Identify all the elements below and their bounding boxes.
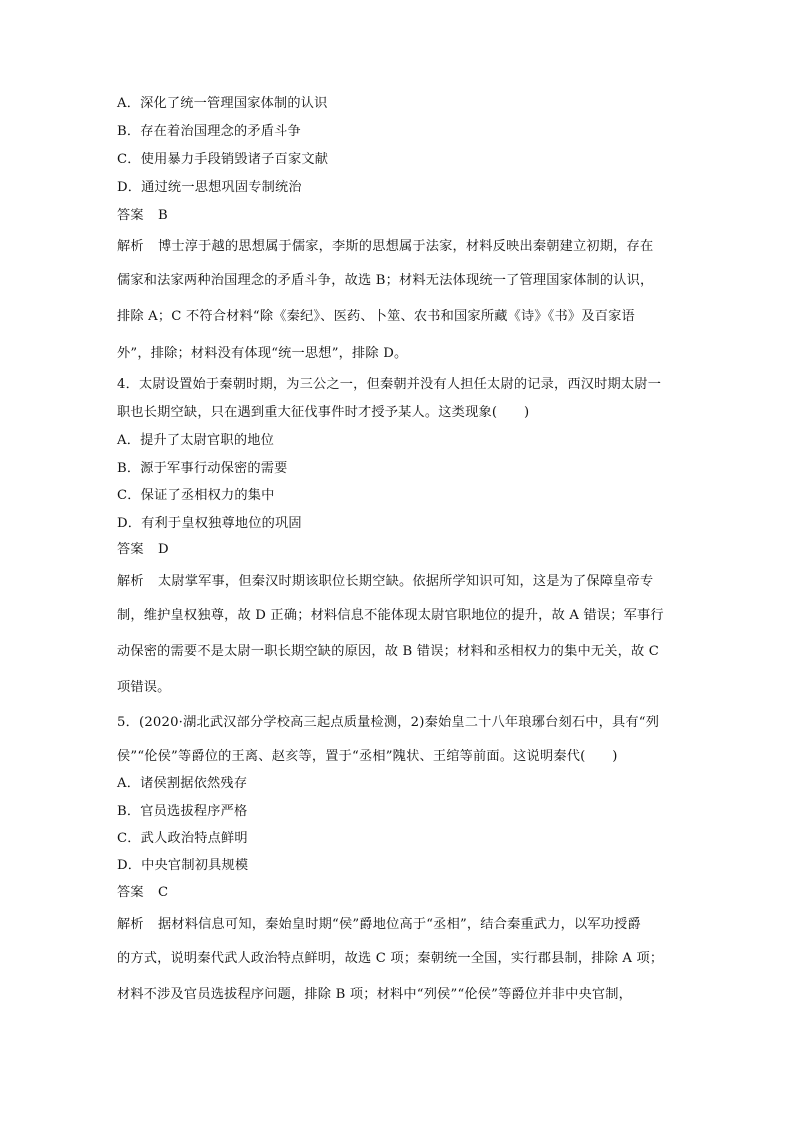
question-stem-line: 职也长期空缺，只在遇到重大征伐事件时才授予某人。这类现象( )	[117, 405, 530, 420]
analysis-text-line: 制，维护皇权独尊，故 D 正确；材料信息不能体现太尉官职地位的提升，故 A 错误；军事行	[117, 608, 664, 623]
option-c: C．使用暴力手段销毁诸子百家文献	[117, 152, 329, 167]
answer-row	[117, 207, 687, 225]
analysis-text-line: 动保密的需要不是太尉一职长期空缺的原因，故 B 错误；材料和丞相权力的集中无关，故 C	[117, 644, 660, 659]
analysis-label: 解析	[117, 574, 144, 589]
answer-value: D	[158, 542, 169, 557]
option-a: A．诸侯割据依然残存	[117, 776, 248, 791]
question-stem-line: 5．(2020·湖北武汉部分学校高三起点质量检测，2)秦始皇二十八年琅琊台刻石中，具有“列	[117, 715, 660, 730]
analysis-text-line: 太尉掌军事，但秦汉时期该职位长期空缺。依据所学知识可知，这是为了保障皇帝专	[158, 574, 654, 589]
question-stem-line: 侯”“伦侯”等爵位的王离、赵亥等，置于“丞相”隗状、王绾等前面。这说明秦代( )	[117, 749, 618, 764]
analysis-row	[117, 238, 687, 256]
option-a: A．深化了统一管理国家体制的认识	[117, 96, 328, 111]
answer-value: C	[158, 885, 169, 900]
analysis-row	[117, 916, 687, 934]
option-b: B．存在着治国理念的矛盾斗争	[117, 124, 301, 139]
answer-row	[117, 884, 687, 902]
analysis-text-line: 项错误。	[117, 680, 171, 695]
option-c: C．保证了丞相权力的集中	[117, 488, 275, 503]
analysis-text-line: 儒家和法家两种治国理念的矛盾斗争，故选 B；材料无法体现统一了管理国家体制的认识，	[117, 273, 654, 288]
question-stem-line: 4．太尉设置始于秦朝时期，为三公之一，但秦朝并没有人担任太尉的记录，西汉时期太尉一	[117, 377, 662, 392]
option-c: C．武人政治特点鲜明	[117, 831, 248, 846]
option-d: D．有利于皇权独尊地位的巩固	[117, 516, 302, 531]
option-d: D．中央官制初具规模	[117, 858, 249, 873]
analysis-text-line: 据材料信息可知，秦始皇时期“侯”爵地位高于“丞相”，结合秦重武力，以军功授爵	[158, 917, 641, 932]
option-d: D．通过统一思想巩固专制统治	[117, 180, 302, 195]
analysis-text-line: 排除 A；C 不符合材料“除《秦纪》、医药、卜筮、农书和国家所藏《诗》《书》及百家语	[117, 309, 635, 324]
answer-row	[117, 541, 687, 559]
answer-value: B	[158, 208, 168, 223]
analysis-label: 解析	[117, 917, 144, 932]
option-b: B．官员选拔程序严格	[117, 804, 248, 819]
analysis-label: 解析	[117, 239, 144, 254]
analysis-row	[117, 573, 687, 591]
analysis-text-line: 的方式，说明秦代武人政治特点鲜明，故选 C 项；秦朝统一全国，实行郡县制，排除 A 项；	[117, 951, 664, 966]
analysis-text-line: 外”，排除；材料没有体现“统一思想”，排除 D。	[117, 346, 408, 361]
answer-label: 答案	[117, 208, 144, 223]
analysis-text-line: 博士淳于越的思想属于儒家，李斯的思想属于法家，材料反映出秦朝建立初期，存在	[158, 239, 654, 254]
option-a: A．提升了太尉官职的地位	[117, 433, 274, 448]
analysis-text-line: 材料不涉及官员选拔程序问题，排除 B 项；材料中“列侯”“伦侯”等爵位并非中央官制，	[117, 987, 633, 1002]
answer-label: 答案	[117, 885, 144, 900]
option-b: B．源于军事行动保密的需要	[117, 461, 288, 476]
answer-label: 答案	[117, 542, 144, 557]
